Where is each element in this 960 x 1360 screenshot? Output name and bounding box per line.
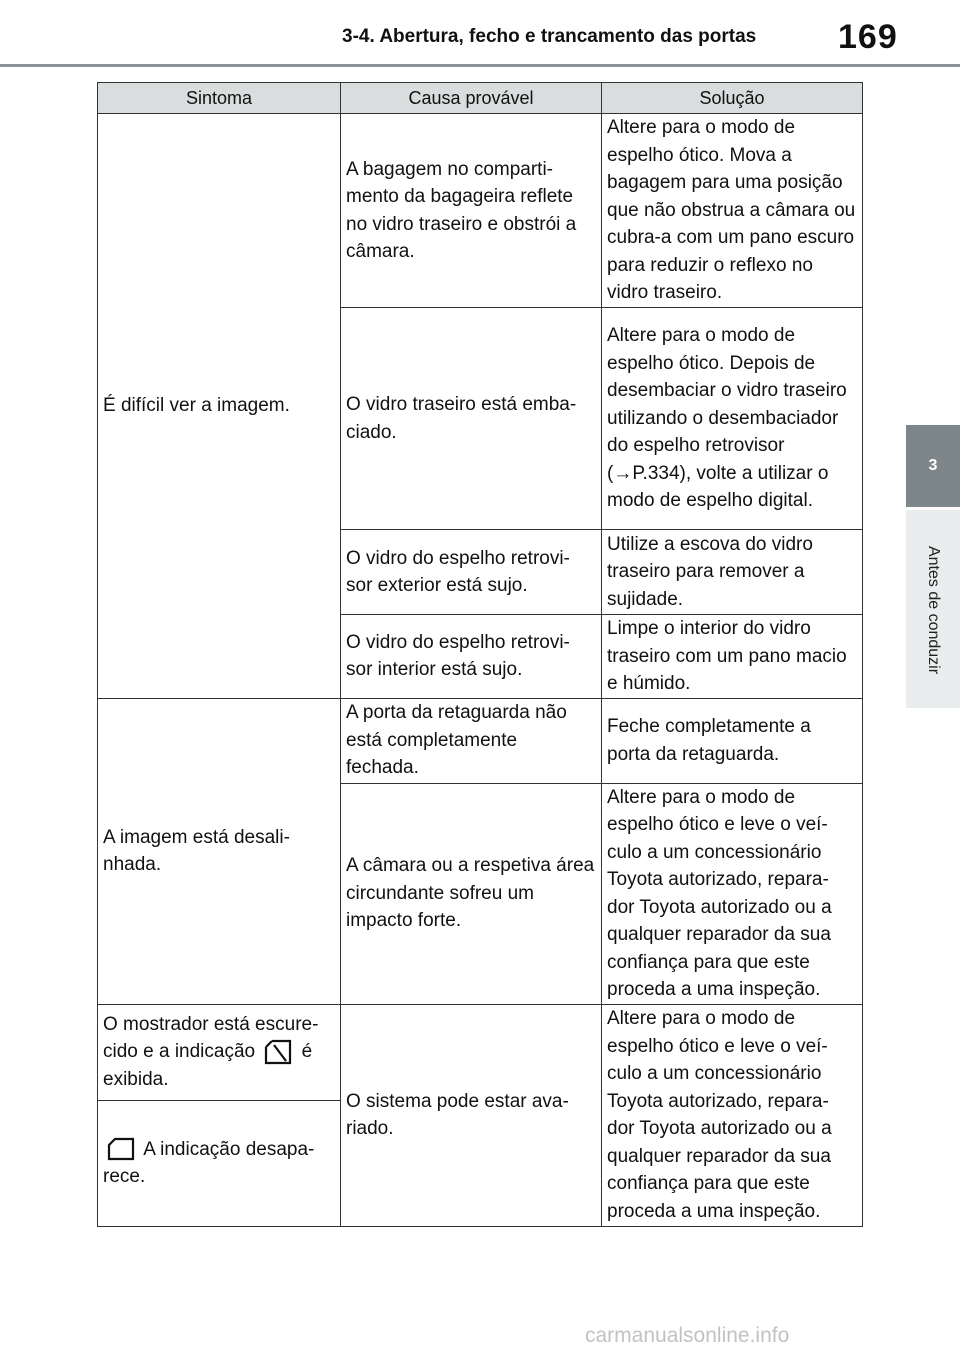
chapter-tab-number: 3 xyxy=(906,425,960,507)
symptom-cell xyxy=(98,1100,341,1226)
cause-cell: O vidro do espelho retrovi-sor exterior está sujo. xyxy=(341,530,602,615)
table-header-row xyxy=(98,83,863,114)
solution-cell: Altere para o modo de espelho ótico. Depois de desembaciar o vidro traseiro utilizando o desembaciador do espelho retrovisor (→P.334), volte a utilizar o modo de espelho digital. xyxy=(602,308,863,530)
page-number: 169 xyxy=(838,18,898,56)
solution-cell: Altere para o modo de espelho ótico e leve o veí-culo a um concessionário Toyota autorizado, repara-dor Toyota autorizado ou a qualquer reparador da sua confiança para que este proceda a uma inspeção. xyxy=(602,783,863,1004)
symptom-text: O mostrador está escure-cido e a indicação xyxy=(103,1013,319,1063)
cause-cell: A câmara ou a respetiva área circundante sofreu um impacto forte. xyxy=(341,783,602,1004)
cause-cell: O vidro traseiro está emba-ciado. xyxy=(341,308,602,530)
cause-cell: A porta da retaguarda não está completamente fechada. xyxy=(341,698,602,783)
camera-mirror-fault-icon xyxy=(260,1039,296,1065)
solution-cell: Limpe o interior do vidro traseiro com um pano macio e húmido. xyxy=(602,615,863,699)
solution-cell: Altere para o modo de espelho ótico. Mova a bagagem para uma posição que não obstrua a câmara ou cubra-a com um pano escuro para reduzir o reflexo no vidro traseiro. xyxy=(602,114,863,308)
solution-cell: Altere para o modo de espelho ótico e leve o veí-culo a um concessionário Toyota autorizado, repara-dor Toyota autorizado ou a qualquer reparador da sua confiança para que este proceda a uma inspeção. xyxy=(602,1004,863,1226)
table-row xyxy=(98,114,863,308)
column-header-symptom: Sintoma xyxy=(98,83,341,114)
solution-cell: Feche completamente a porta da retaguarda. xyxy=(602,698,863,783)
solution-cell: Utilize a escova do vidro traseiro para remover a sujidade. xyxy=(602,530,863,615)
section-title: 3-4. Abertura, fecho e trancamento das portas xyxy=(342,26,757,47)
cause-cell: O sistema pode estar ava-riado. xyxy=(341,1004,602,1226)
symptom-text: A indicação desapa-rece. xyxy=(103,1138,315,1187)
table-row xyxy=(98,1004,863,1100)
column-header-solution: Solução xyxy=(602,83,863,114)
column-header-cause: Causa provável xyxy=(341,83,602,114)
symptom-cell: É difícil ver a imagem. xyxy=(98,114,341,699)
table-row xyxy=(98,698,863,783)
cause-cell: O vidro do espelho retrovi-sor interior está sujo. xyxy=(341,615,602,699)
troubleshooting-table xyxy=(97,82,863,1227)
symptom-text: é exibida. xyxy=(103,1041,313,1090)
camera-mirror-mode-icon xyxy=(103,1137,139,1161)
symptom-cell: A imagem está desali-nhada. xyxy=(98,698,341,1004)
header-divider xyxy=(0,64,960,67)
watermark: carmanualsonline.info xyxy=(585,1324,790,1347)
chapter-tab-label: Antes de conduzir xyxy=(925,545,942,675)
cause-cell: A bagagem no comparti-mento da bagageira reflete no vidro traseiro e obstrói a câmara. xyxy=(341,114,602,308)
symptom-cell xyxy=(98,1004,341,1100)
